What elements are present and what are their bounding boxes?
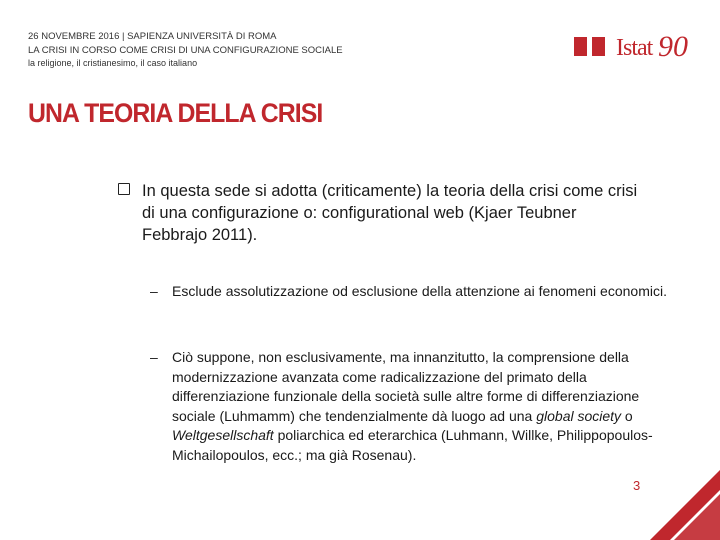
sub-bullet-2-part1: Ciò suppone, non esclusivamente, ma innanzitutto, la comprensione della modernizzazione avanzata come radicalizzazione del primato della differenziazione funzionale della società sulle altre forme di differenziazione sociale (Luhmamm) che tendenzialmente dà luogo ad una: [172, 349, 640, 424]
sub-bullet-1: [150, 282, 670, 302]
logo-square-icon: [592, 37, 605, 56]
main-bullet-text: In questa sede si adotta (criticamente) la teoria della crisi come crisi di una configurazione o: configurational web (Kjaer Teubner Febbrajo 2011).: [142, 182, 638, 244]
sub-bullet-2-part2: o: [621, 407, 633, 424]
dash-icon: –: [150, 283, 158, 299]
sub-bullet-2-italic2: Weltgesellschaft: [172, 427, 274, 443]
sub-bullet-2-part3: poliarchica ed eterarchica (Luhmann, Willke, Philippopoulos-Michailopoulos, ecc.; ma già Rosenau).: [172, 427, 653, 463]
istat-logo: [574, 32, 694, 68]
slide-title: UNA TEORIA DELLA CRISI: [28, 98, 323, 128]
page-number: 3: [633, 478, 641, 493]
logo-text: Istat: [616, 35, 653, 61]
sub-bullet-2: [150, 348, 670, 465]
sub-bullet-2-text: [150, 348, 670, 465]
header-line-2: LA CRISI IN CORSO COME CRISI DI UNA CONFIGURAZIONE SOCIALE: [28, 44, 343, 56]
logo-square-icon: [574, 37, 587, 56]
slide-header: [28, 30, 343, 71]
header-line-1: 26 NOVEMBRE 2016 | SAPIENZA UNIVERSITÀ DI ROMA: [28, 31, 277, 42]
main-bullet: [118, 180, 638, 246]
logo-anniversary: 90: [658, 30, 688, 63]
sub-bullet-2-italic1: global society: [536, 407, 622, 424]
sub-bullet-1-text: Esclude assolutizzazione od esclusione della attenzione ai fenomeni economici.: [172, 283, 667, 299]
header-line-3: la religione, il cristianesimo, il caso italiano: [28, 58, 198, 68]
checkbox-square-icon: [118, 183, 130, 195]
dash-icon: –: [150, 349, 158, 365]
